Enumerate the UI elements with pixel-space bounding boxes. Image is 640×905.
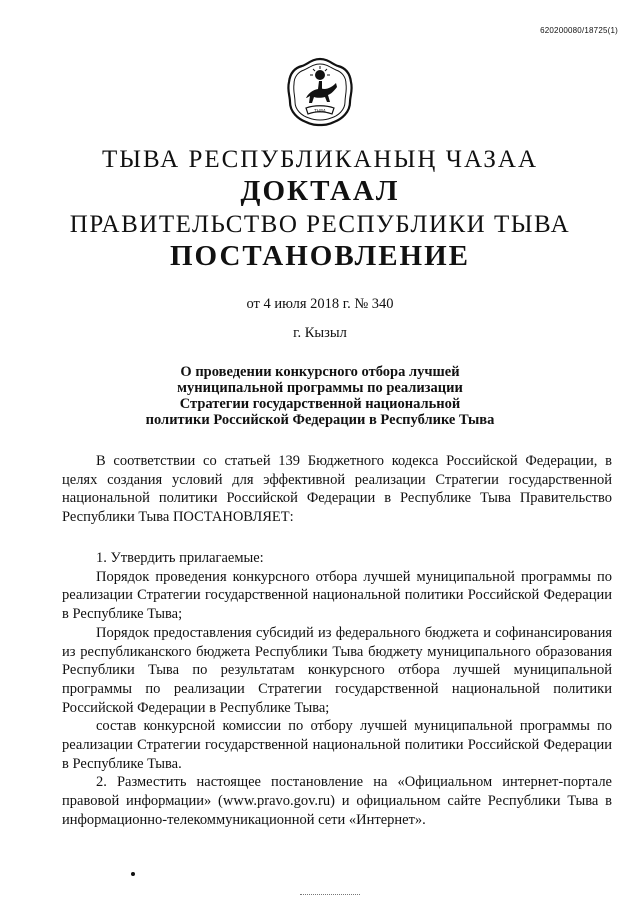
document-city: г. Кызыл bbox=[293, 325, 347, 341]
resolution-points bbox=[62, 549, 612, 830]
title-line: политики Российской Федерации в Республике Тыва bbox=[145, 412, 495, 428]
intro-paragraph bbox=[62, 452, 612, 527]
header-line-government: ПРАВИТЕЛЬСТВО РЕСПУБЛИКИ ТЫВА bbox=[69, 211, 571, 238]
intro-text: В соответствии со статьей 139 Бюджетного кодекса Российской Федерации, в целях создания условий для эффективной реализации Стратегии государственной национальной политики Российской Федерации в Республике Тыва Правительство Республики Тыва ПОСТАНОВЛЯЕТ: bbox=[62, 453, 612, 526]
point-1-item-commission: состав конкурсной комиссии по отбору лучшей муниципальной программы по реализации Стратегии государственной национальной политики Российской Федерации в Республике Тыва. bbox=[62, 718, 612, 772]
scan-artifact bbox=[300, 894, 360, 896]
svg-text:ТЫВА: ТЫВА bbox=[314, 108, 326, 114]
title-line: Стратегии государственной национальной bbox=[179, 396, 461, 412]
point-1-item-procedure: Порядок проведения конкурсного отбора лучшей муниципальной программы по реализации Стратегии государственной национальной политики Российской Федерации в Республике Тыва; bbox=[62, 568, 612, 623]
scan-dot bbox=[131, 872, 135, 876]
point-1-item-subsidies: Порядок предоставления субсидий из федерального бюджета и софинансирования из республиканского бюджета Республики Тыва бюджету муниципального образования Республики Тыва по результатам конкурсного отбора лучшей муниципальной программы по реализации Стратегии государственной национальной политики Российской Федерации в Республике Тыва; bbox=[62, 624, 612, 716]
coat-of-arms-emblem bbox=[284, 56, 356, 128]
document-title bbox=[120, 364, 520, 428]
title-line: муниципальной программы по реализации bbox=[177, 380, 463, 396]
title-line: О проведении конкурсного отбора лучшей bbox=[180, 364, 460, 380]
header-line-doktaal: ДОКТААЛ bbox=[240, 175, 400, 207]
document-code: 620200080/18725(1) bbox=[540, 26, 618, 35]
header-line-tyva: ТЫВА РЕСПУБЛИКАНЫҢ ЧАЗАА bbox=[101, 146, 539, 173]
document-date: от 4 июля 2018 г. № 340 bbox=[246, 296, 394, 312]
header-line-postanovlenie: ПОСТАНОВЛЕНИЕ bbox=[169, 240, 470, 272]
point-1-heading: 1. Утвердить прилагаемые: bbox=[96, 550, 264, 566]
point-2-publication: 2. Разместить настоящее постановление на «Официальном интернет-портале правовой информации» (www.pravo.gov.ru) и официальном сайте Республики Тыва в информационно-телекоммуникационной сети «Интернет». bbox=[62, 774, 612, 828]
